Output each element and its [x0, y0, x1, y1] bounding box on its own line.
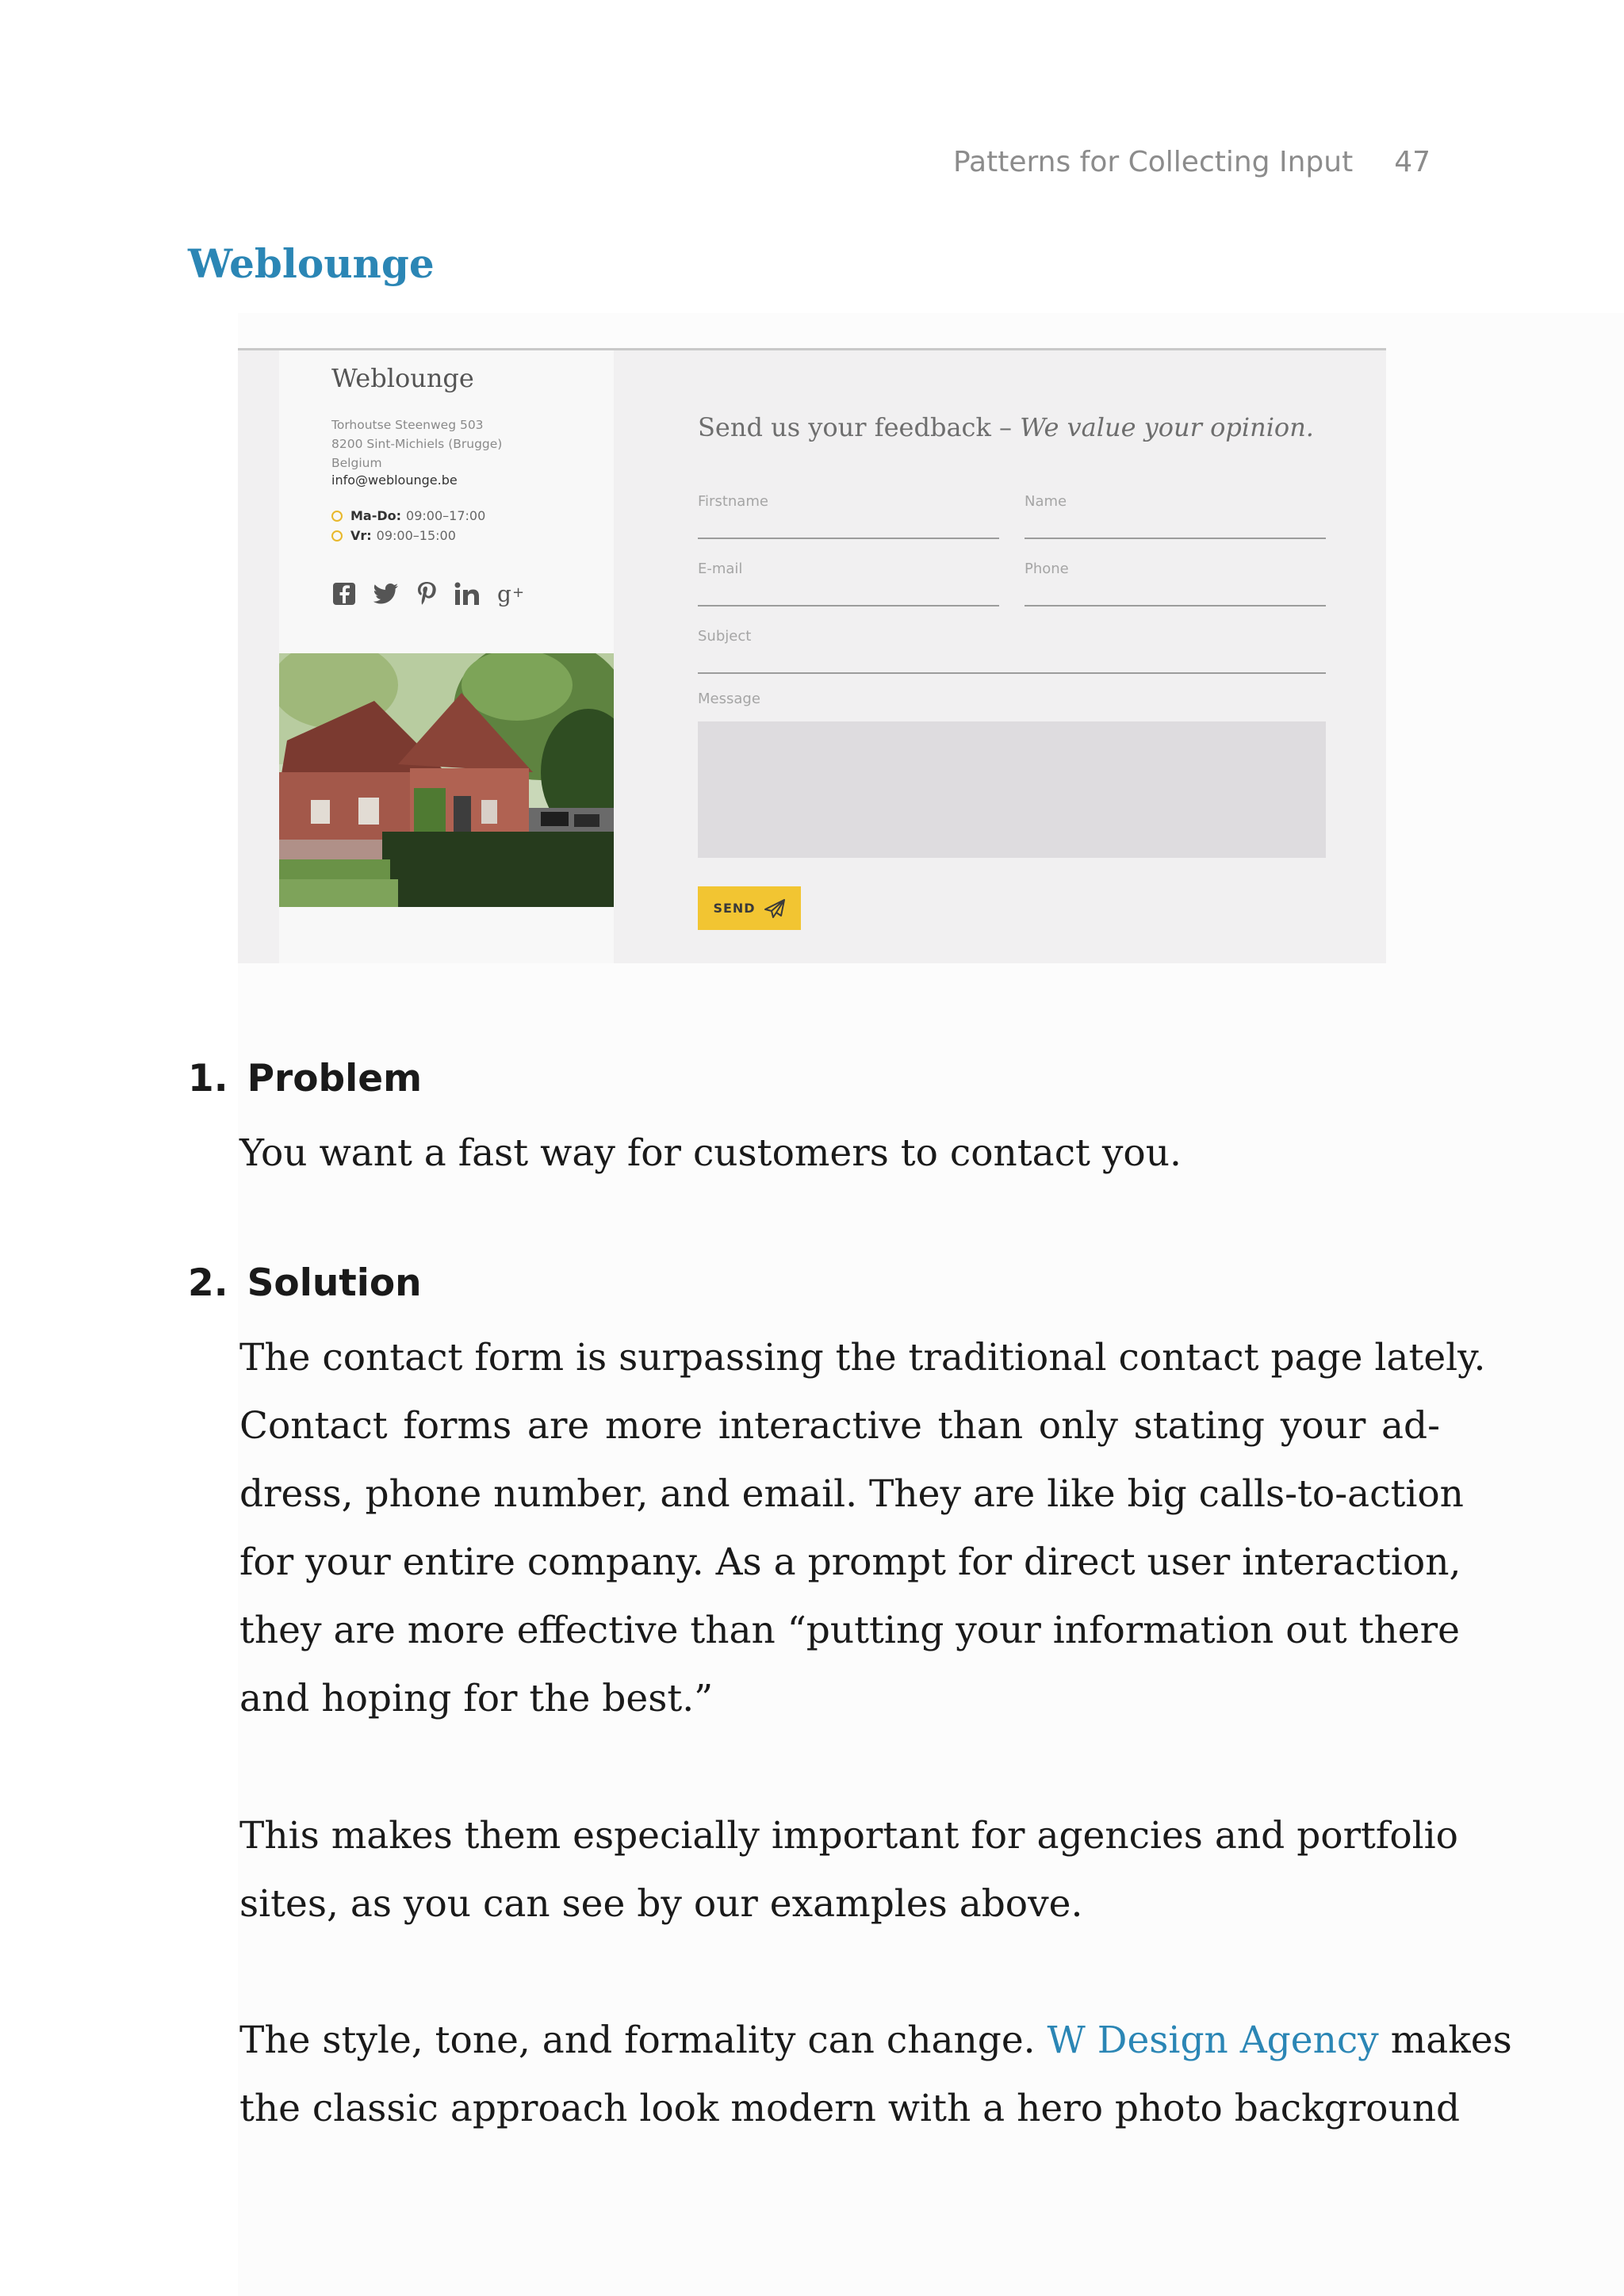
- problem-line: You want a fast way for customers to contact you.: [239, 1131, 1182, 1175]
- text-segment: makes: [1390, 2019, 1512, 2062]
- running-head: [872, 146, 1431, 178]
- solution-paragraph-2: [239, 1802, 1458, 1938]
- problem-text: [239, 1119, 1182, 1188]
- text-line: Contact forms are more interactive than only stating your ad-: [239, 1404, 1440, 1448]
- form-heading-italic: We value your opinion.: [1020, 412, 1314, 442]
- office-house-photo: [279, 653, 614, 907]
- hours-row: [331, 526, 485, 545]
- hours-day: Vr:: [350, 528, 372, 543]
- text-line: and hoping for the best.”: [239, 1677, 714, 1720]
- text-line: [239, 2007, 1512, 2075]
- firstname-label: Firstname: [698, 493, 768, 510]
- brand-name: Weblounge: [331, 363, 474, 393]
- form-heading: [698, 412, 1314, 442]
- section-title: Weblounge: [188, 240, 435, 287]
- linkedin-icon[interactable]: [454, 581, 481, 607]
- hours-row: [331, 506, 485, 526]
- twitter-icon[interactable]: [373, 582, 400, 606]
- problem-number: 1.: [188, 1057, 228, 1100]
- subject-field[interactable]: [698, 628, 1326, 674]
- phone-field[interactable]: [1025, 561, 1326, 607]
- text-segment: The style, tone, and formality can change.: [239, 2019, 1036, 2062]
- email-label: E-mail: [698, 561, 743, 577]
- email-link[interactable]: info@weblounge.be: [331, 473, 458, 488]
- message-textarea[interactable]: [698, 721, 1326, 858]
- address-line: Torhoutse Steenweg 503: [331, 418, 484, 432]
- address: [331, 415, 502, 473]
- text-line: for your entire company. As a prompt for direct user interaction,: [239, 1540, 1461, 1584]
- svg-text:g: g: [497, 581, 511, 607]
- problem-title: Problem: [247, 1057, 423, 1100]
- svg-text:+: +: [512, 584, 525, 601]
- social-links: [331, 580, 527, 607]
- text-line: This makes them especially important for agencies and portfolio: [239, 1814, 1458, 1858]
- w-design-agency-link[interactable]: W Design Agency: [1047, 2019, 1379, 2062]
- clock-icon: [331, 530, 343, 541]
- solution-paragraph-1: [239, 1324, 1486, 1733]
- problem-heading: [188, 1057, 422, 1100]
- contact-sidebar: [279, 350, 614, 963]
- hours-time: 09:00–15:00: [376, 528, 456, 543]
- text-line: they are more effective than “putting your information out there: [239, 1609, 1460, 1652]
- text-line: sites, as you can see by our examples above.: [239, 1882, 1083, 1926]
- clock-icon: [331, 511, 343, 522]
- form-heading-text: Send us your feedback –: [698, 412, 1012, 442]
- text-line: dress, phone number, and email. They are like big calls-to-action: [239, 1472, 1464, 1516]
- send-label: SEND: [713, 901, 756, 916]
- weblounge-screenshot: [238, 348, 1386, 963]
- text-line: The contact form is surpassing the traditional contact page lately.: [239, 1336, 1486, 1380]
- message-label: Message: [698, 691, 760, 707]
- text-line: the classic approach look modern with a hero photo background: [239, 2087, 1461, 2130]
- subject-label: Subject: [698, 628, 752, 645]
- send-button[interactable]: [698, 886, 801, 930]
- address-line: 8200 Sint-Michiels (Brugge): [331, 437, 503, 451]
- pinterest-icon[interactable]: [416, 580, 438, 607]
- solution-title: Solution: [247, 1261, 422, 1305]
- solution-heading: [188, 1261, 422, 1305]
- opening-hours: [331, 506, 485, 545]
- solution-number: 2.: [188, 1261, 228, 1305]
- phone-label: Phone: [1025, 561, 1069, 577]
- running-head-title: Patterns for Collecting Input: [952, 146, 1354, 178]
- facebook-icon[interactable]: [331, 581, 357, 607]
- email-field[interactable]: [698, 561, 999, 607]
- paper-plane-icon: [764, 898, 786, 919]
- name-field[interactable]: [1025, 493, 1326, 539]
- page-number: 47: [1394, 146, 1431, 178]
- address-line: Belgium: [331, 456, 382, 470]
- google-plus-icon[interactable]: [496, 580, 527, 607]
- solution-paragraph-3: [239, 2007, 1512, 2143]
- firstname-field[interactable]: [698, 493, 999, 539]
- hours-time: 09:00–17:00: [406, 508, 486, 523]
- hours-day: Ma-Do:: [350, 508, 402, 523]
- name-label: Name: [1025, 493, 1067, 510]
